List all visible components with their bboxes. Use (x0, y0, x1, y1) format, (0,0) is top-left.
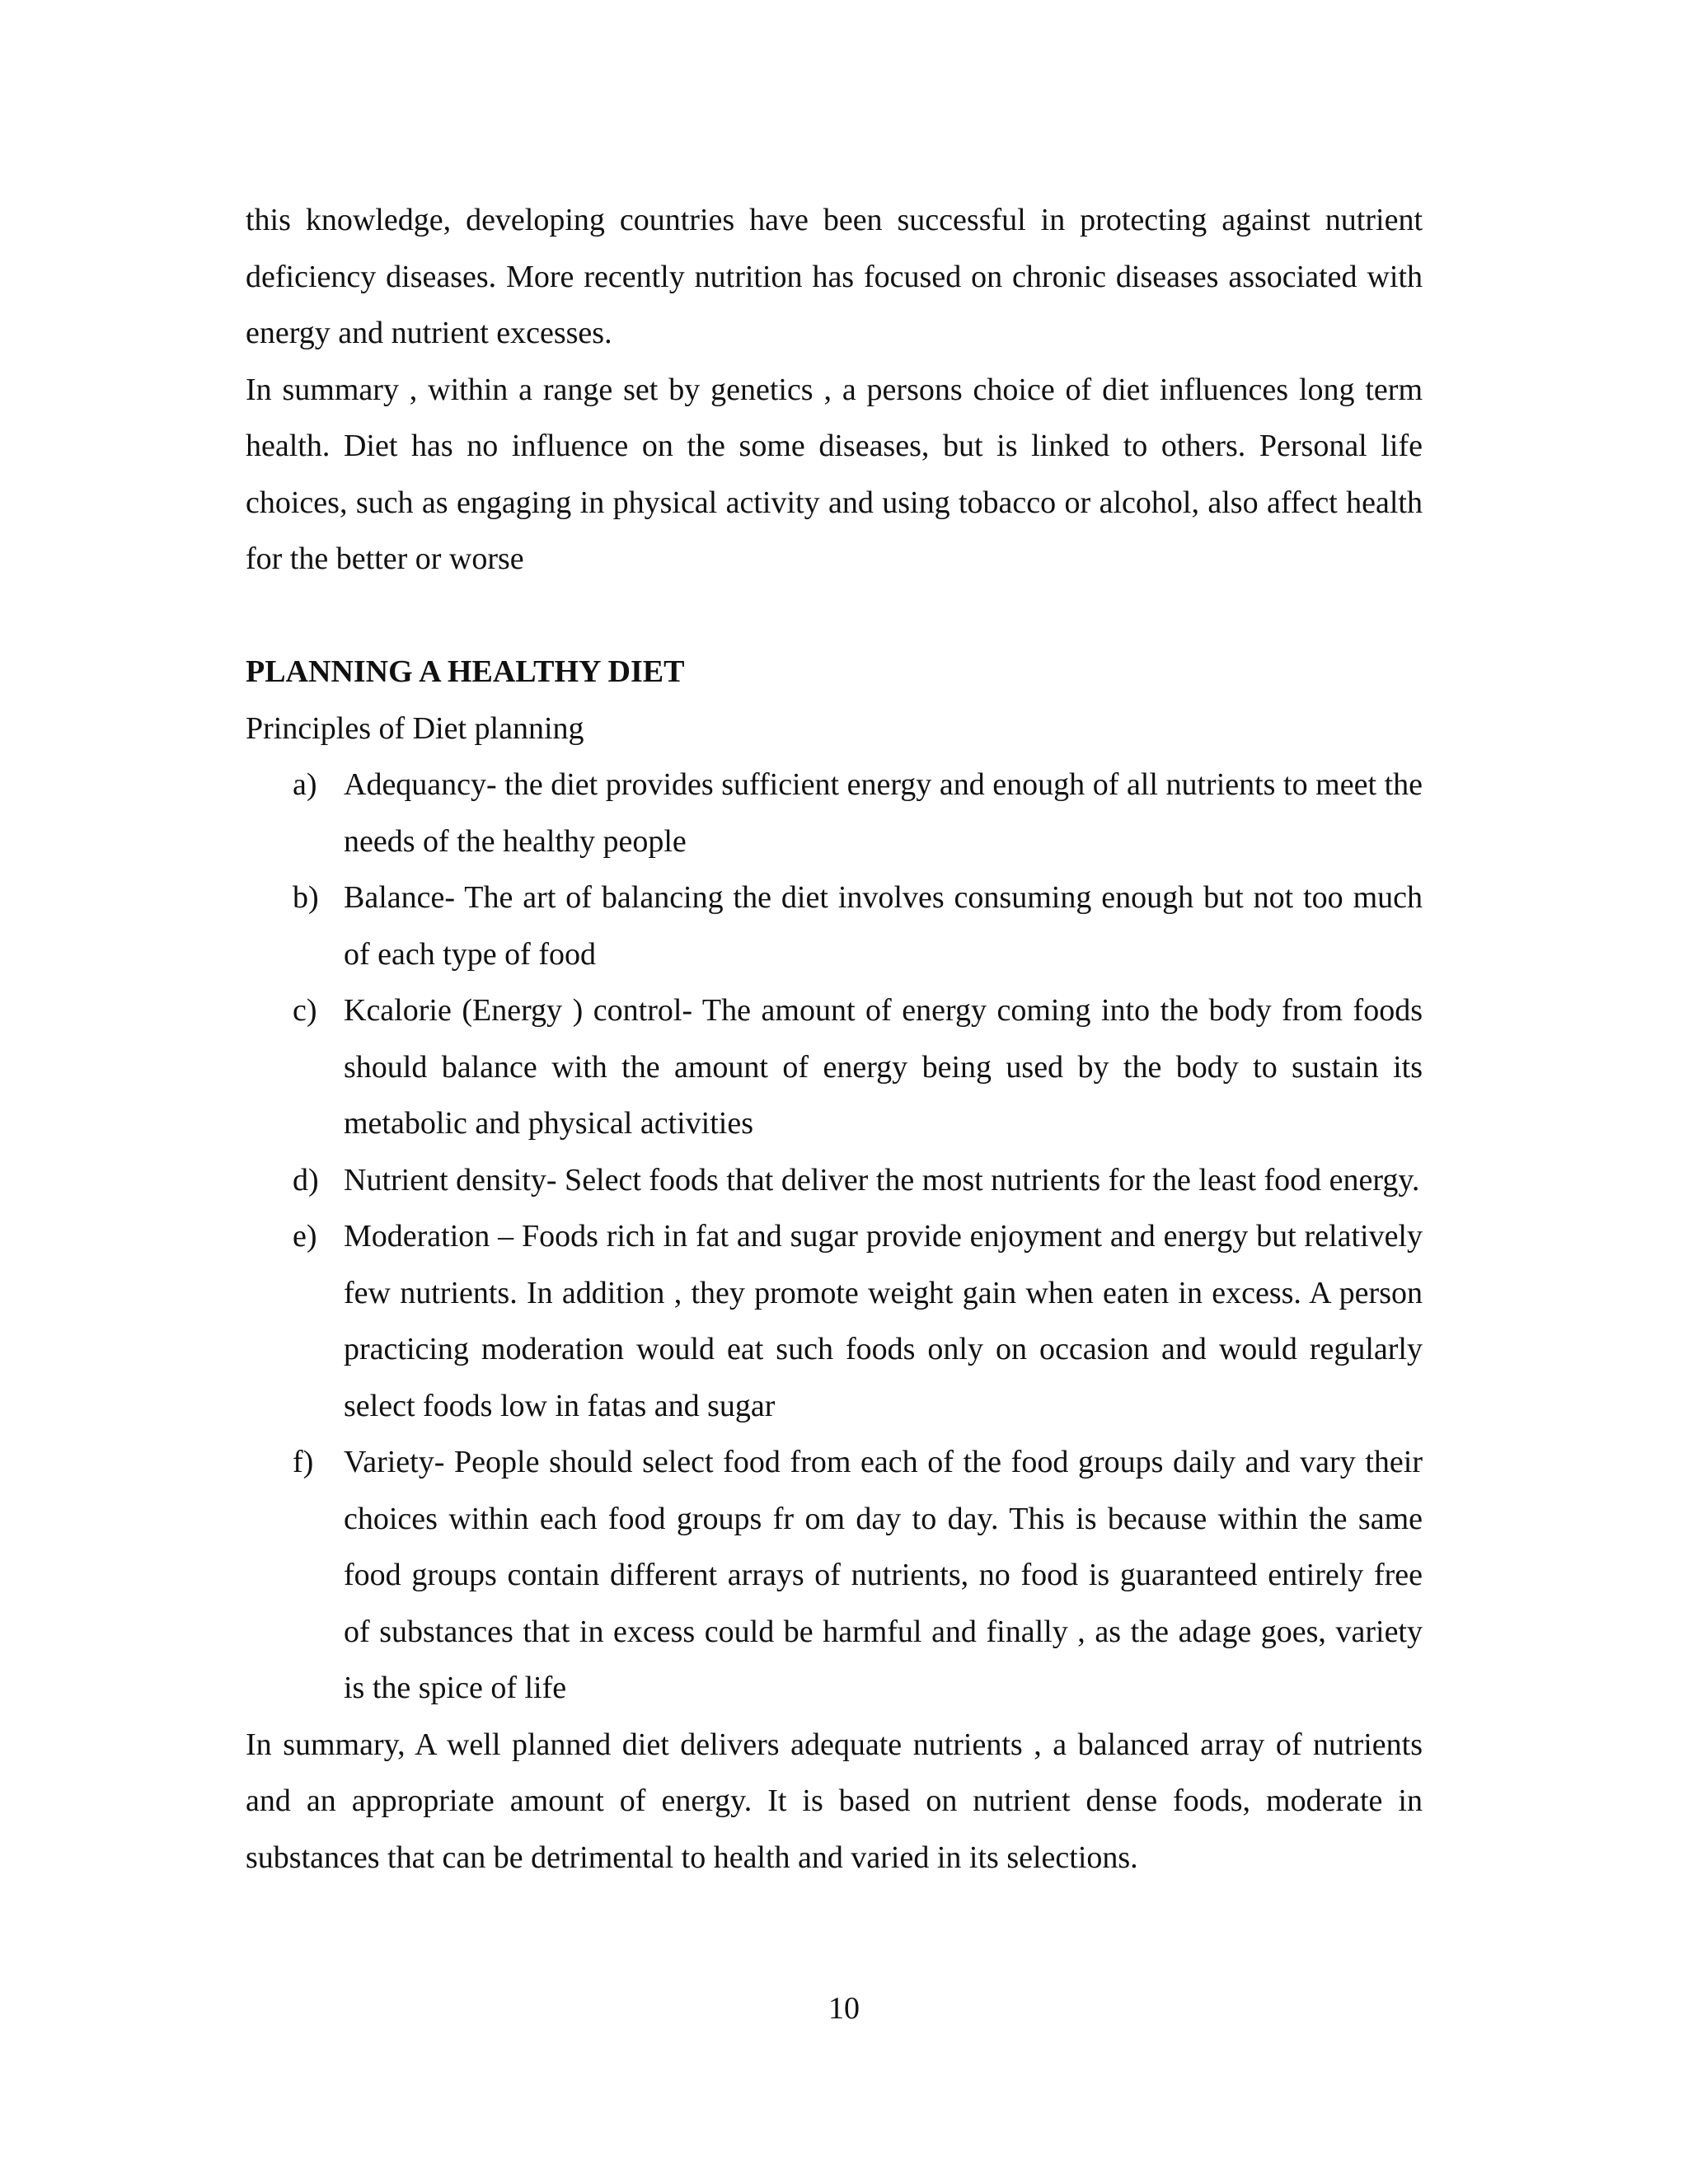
list-item-text: Moderation – Foods rich in fat and sugar provide enjoyment and energy but relatively few nutrients. In addition , they promote weight gain when eaten in excess. A person practicing moderation would eat such foods only on occasion and would regularly select foods low in fatas and sugar (344, 1219, 1423, 1423)
list-marker: e) (293, 1219, 317, 1254)
list-item-text: Balance- The art of balancing the diet involves consuming enough but not too much of each type of food (344, 880, 1423, 972)
list-item-text: Adequancy- the diet provides sufficient energy and enough of all nutrients to meet the needs of the healthy people (344, 767, 1423, 859)
list-marker: f) (293, 1445, 314, 1479)
section-spacer (246, 588, 1423, 644)
list-item-text: Nutrient density- Select foods that deliver the most nutrients for the least food energy. (344, 1162, 1420, 1197)
summary-paragraph: In summary, A well planned diet delivers adequate nutrients , a balanced array of nutrients and an appropriate amount of energy. It is based on nutrient dense foods, moderate in substances that can be detrimental to health and varied in its selections. (246, 1727, 1423, 1875)
page-content (246, 192, 1423, 1886)
list-item (293, 982, 1423, 1152)
list-item-text: Kcalorie (Energy ) control- The amount of energy coming into the body from foods should balance with the amount of energy being used by the body to sustain its metabolic and physical activities (344, 993, 1423, 1141)
list-item (293, 1152, 1423, 1209)
list-item (293, 1208, 1423, 1434)
intro-paragraph-1: this knowledge, developing countries have been successful in protecting against nutrient deficiency diseases. More recently nutrition has focused on chronic diseases associated with energy and nutrient excesses. (246, 203, 1423, 350)
list-marker: d) (293, 1162, 319, 1197)
list-item-text: Variety- People should select food from each of the food groups daily and vary their choices within each food groups fr om day to day. This is because within the same food groups contain different arrays of nutrients, no food is guaranteed entirely free of substances that in excess could be harmful and finally , as the adage goes, variety is the spice of life (344, 1445, 1423, 1705)
intro-paragraph-2: In summary , within a range set by genetics , a persons choice of diet influences long term health. Diet has no influence on the some diseases, but is linked to others. Personal life choices, such as engaging in physical activity and using tobacco or alcohol, also affect health for the better or worse (246, 372, 1423, 576)
principles-list (246, 757, 1423, 1717)
list-item (293, 1434, 1423, 1717)
page-number: 10 (828, 1991, 860, 2026)
list-item (293, 869, 1423, 982)
section-heading: PLANNING A HEALTHY DIET (246, 654, 685, 689)
section-subheading: Principles of Diet planning (246, 710, 584, 746)
list-marker: b) (293, 880, 319, 915)
list-marker: c) (293, 993, 317, 1028)
list-marker: a) (293, 767, 317, 802)
list-item (293, 757, 1423, 869)
